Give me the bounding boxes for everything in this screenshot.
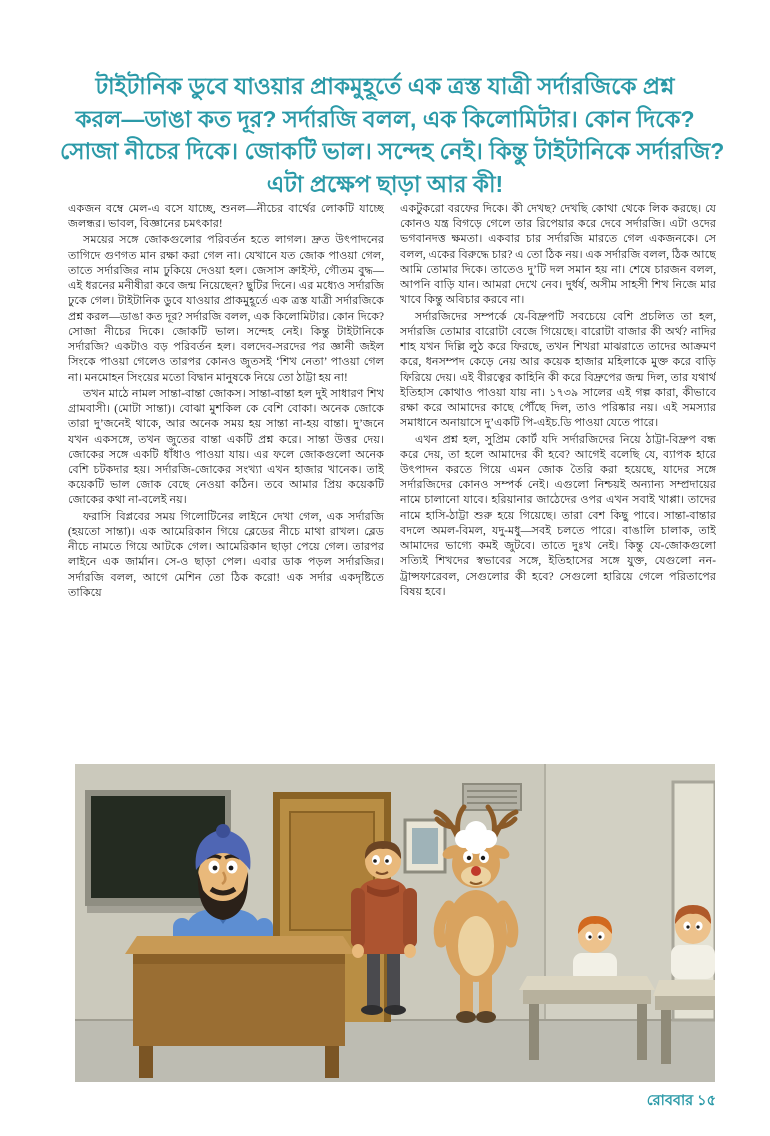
article-body <box>68 202 716 758</box>
headline-line-4: এটা প্রক্ষেপ ছাড়া আর কী! <box>266 170 504 197</box>
air-vent <box>463 784 521 810</box>
paragraph: তখন মাঠে নামল সান্তা-বান্তা জোকস। সান্তা-বান্তা হল দুই সাধারণ শিখ গ্রামবাসী। (মোটা সান্তা)। বোঝা মুশকিল কে বেশি বোকা। অনেক জোকে তারা দু’জনেই থাকে, আর অনেক সময় হয় সান্তা না-হয় বান্তা। দু’জনে যখন একসঙ্গে, তখন জুতের বান্তা একটি প্রশ্ন করে। সান্তা উত্তর দেয়। জোকের সঙ্গে একটি ধাঁধাও পাওয়া যায়। এর ফলে জোকগুলো অনেক বেশি চটকদার হয়। সর্দারজি-জোকের সংখ্যা এখন হাজার খানেক। তাই কয়েকটি ভাল জোক বেছে নেওয়া কঠিন। তবে আমার প্রিয় কয়েকটি জোকের কথা না-বলেই নয়। <box>68 387 384 507</box>
paragraph: এখন প্রশ্ন হল, সুপ্রিম কোর্ট যদি সর্দারজিদের নিয়ে ঠাট্টা-বিদ্রুপ বন্ধ করে দেয়, তা হলে আমাদের কী হবে? আগেই বলেছি যে, ব্যাপক হারে উৎপাদন করতে গিয়ে এমন জোক তৈরি করা হয়েছে, যাদের সঙ্গে সর্দারজিদের কোনও সম্পর্ক নেই। এগুলো নিশ্চয়ই অন্যান্য সম্প্রদায়ের নামে চালানো যাবে। হরিয়ানার জাঠেদের ওপর এখন সবাই খাপ্পা। তাদের নামে হাসি-ঠাট্টা শুরু হয়ে গিয়েছে। তারা বেশ কিছু পাবে। সান্তা-বান্তার বদলে অমল-বিমল, যদু-মধু—সবই চলতে পারে। বাঙালি চালাক, তাই আমাদের ভাগ্যে কমই জুটবে। তাতে দুঃখ নেই। কিন্তু যে-জোকগুলো সত্যিই শিখদের স্বভাবের সঙ্গে, ইতিহাসের সঙ্গে যুক্ত, যেগুলো নন-ট্রান্সফারেবল, সেগুলোর কী হবে? সেগুলো হারিয়ে গেলে পরিতাপের বিষয় হবে। <box>400 433 716 598</box>
article-headline <box>60 70 725 201</box>
classroom-cartoon <box>75 764 715 1082</box>
paragraph: একটুকরো বরফের দিকে। কী দেখছ? দেখছি কোথা থেকে লিক করছে। যে কোনও যন্ত্র বিগড়ে গেলে তার রিপেয়ার করে দেবে সর্দারজি। এটা ওদের ভগবানদত্ত ক্ষমতা। একবার চার সর্দারজি মারতে গেল একজনকে। সে বলল, একের বিরুদ্ধে চার? এ তো ঠিক নয়। এক সর্দারজি বলল, ঠিক আছে আমি তোমার দিকে। তাতেও দু’টি দল সমান হয় না। শেষে চারজন বলল, আপনি বাড়ি যান। আমরা দেখে নেব। দুর্ধর্ষ, অসীম সাহসী শিখ নিজে মার খাবে কিন্তু অবিচার করবে না। <box>400 203 716 307</box>
paragraph: সময়ের সঙ্গে জোকগুলোর পরিবর্তন হতে লাগল। দ্রুত উৎপাদনের তাগিদে গুণগত মান রক্ষা করা গেল না। যেখানে যত জোক পাওয়া গেল, তাতে সর্দারজির নাম ঢুকিয়ে দেওয়া হল। জেসাস ক্রাইস্ট, গৌতম বুদ্ধ—এই ধরনের মনীষীরা কবে জন্ম নিয়েছেন? ছুটির দিনে। এর মধ্যেও সর্দারজি ঢুকে গেল। টাইটানিক ডুবে যাওয়ার প্রাকমুহূর্তে এক ত্রস্ত যাত্রী সর্দারজিকে প্রশ্ন করল—ডাঙা কত দূর? সর্দারজি বলল, এক কিলোমিটার। কোন দিকে? সোজা নীচের দিকে। জোকটি ভাল। সন্দেহ নেই। কিন্তু টাইটানিকে সর্দারজি? একটাও বড় পরিবর্তন হল। বলদেব-সরদের পর জ্ঞানী জইল সিংকে পাওয়া গেলেও তারপর কোনও জুতসই ‘শিখ নেতা’ পাওয়া গেল না। মনমোহন সিংয়ের মতো বিদ্বান মানুষকে নিয়ে তো ঠাট্টা হয় না! <box>68 234 384 384</box>
reindeer-nose <box>471 866 481 876</box>
headline-line-1: টাইটানিক ডুবে যাওয়ার প্রাকমুহূর্তে এক ত্রস্ত যাত্রী সর্দারজিকে প্রশ্ন <box>95 73 675 99</box>
footer-label: রোববার ১৫ <box>646 1093 716 1109</box>
page-footer <box>647 1090 716 1114</box>
paragraph: ফরাসি বিপ্লবের সময় গিলোটিনের লাইনে দেখা গেল, এক সর্দারজি (হয়তো সান্তা)। এক আমেরিকান গিয়ে ব্লেডের নীচে মাথা রাখল। ব্লেড নীচে নামতে গিয়ে আটকে গেল। আমেরিকান ছাড়া পেয়ে গেল। তারপর লাইনে এক জার্মান। সে-ও ছাড়া পেল। এবার ডাক পড়ল সর্দারজির। সর্দারজি বলল, আগে মেশিন তো ঠিক করো! এক সর্দার একদৃষ্টিতে তাকিয়ে <box>68 510 384 599</box>
paragraph: সর্দারজিদের সম্পর্কে যে-বিদ্রুপটি সবচেয়ে বেশি প্রচলিত তা হল, সর্দারজি তোমার বারোটা বেজে গিয়েছে। বারোটা বাজার কী অর্থ? নাদির শাহ যখন দিল্লি লুঠ করে ফিরছে, তখন শিখরা মাঝরাতে তাদের আক্রমণ করে, ধনসম্পদ কেড়ে নেয় আর কয়েক হাজার মহিলাকে মুক্ত করে বাড়ি ফিরিয়ে দেয়। এই বীরত্বের কাহিনি কী করে বিদ্রুপের জন্ম দিল, তার যথার্থ ইতিহাস কোথাও পাওয়া যায় না। ১৭৩৯ সালের এই গল্প কারা, কীভাবে রক্ষা করে আমাদের কাছে পৌঁছে দিল, তাও পরিষ্কার নয়। এই সমস্যার সমাধানে অনায়াসে দু’একটি পি-এইচ.ডি পাওয়া যেতে পারে। <box>400 310 716 430</box>
paragraph: একজন বম্বে মেল-এ বসে যাচ্ছে, শুনল—নীচের বার্থের লোকটি যাচ্ছে জলন্ধর। ভাবল, বিজ্ঞানের চমৎকার! <box>68 203 384 231</box>
right-column <box>400 202 716 758</box>
picture-frame <box>405 820 445 872</box>
headline-line-3: সোজা নীচের দিকে। জোকটি ভাল। সন্দেহ নেই। কিন্তু টাইটানিকে সর্দারজি? <box>60 138 725 165</box>
left-column <box>68 202 384 758</box>
headline-line-2: করল—ডাঙা কত দূর? সর্দারজি বলল, এক কিলোমিটার। কোন দিকে? <box>75 105 695 132</box>
